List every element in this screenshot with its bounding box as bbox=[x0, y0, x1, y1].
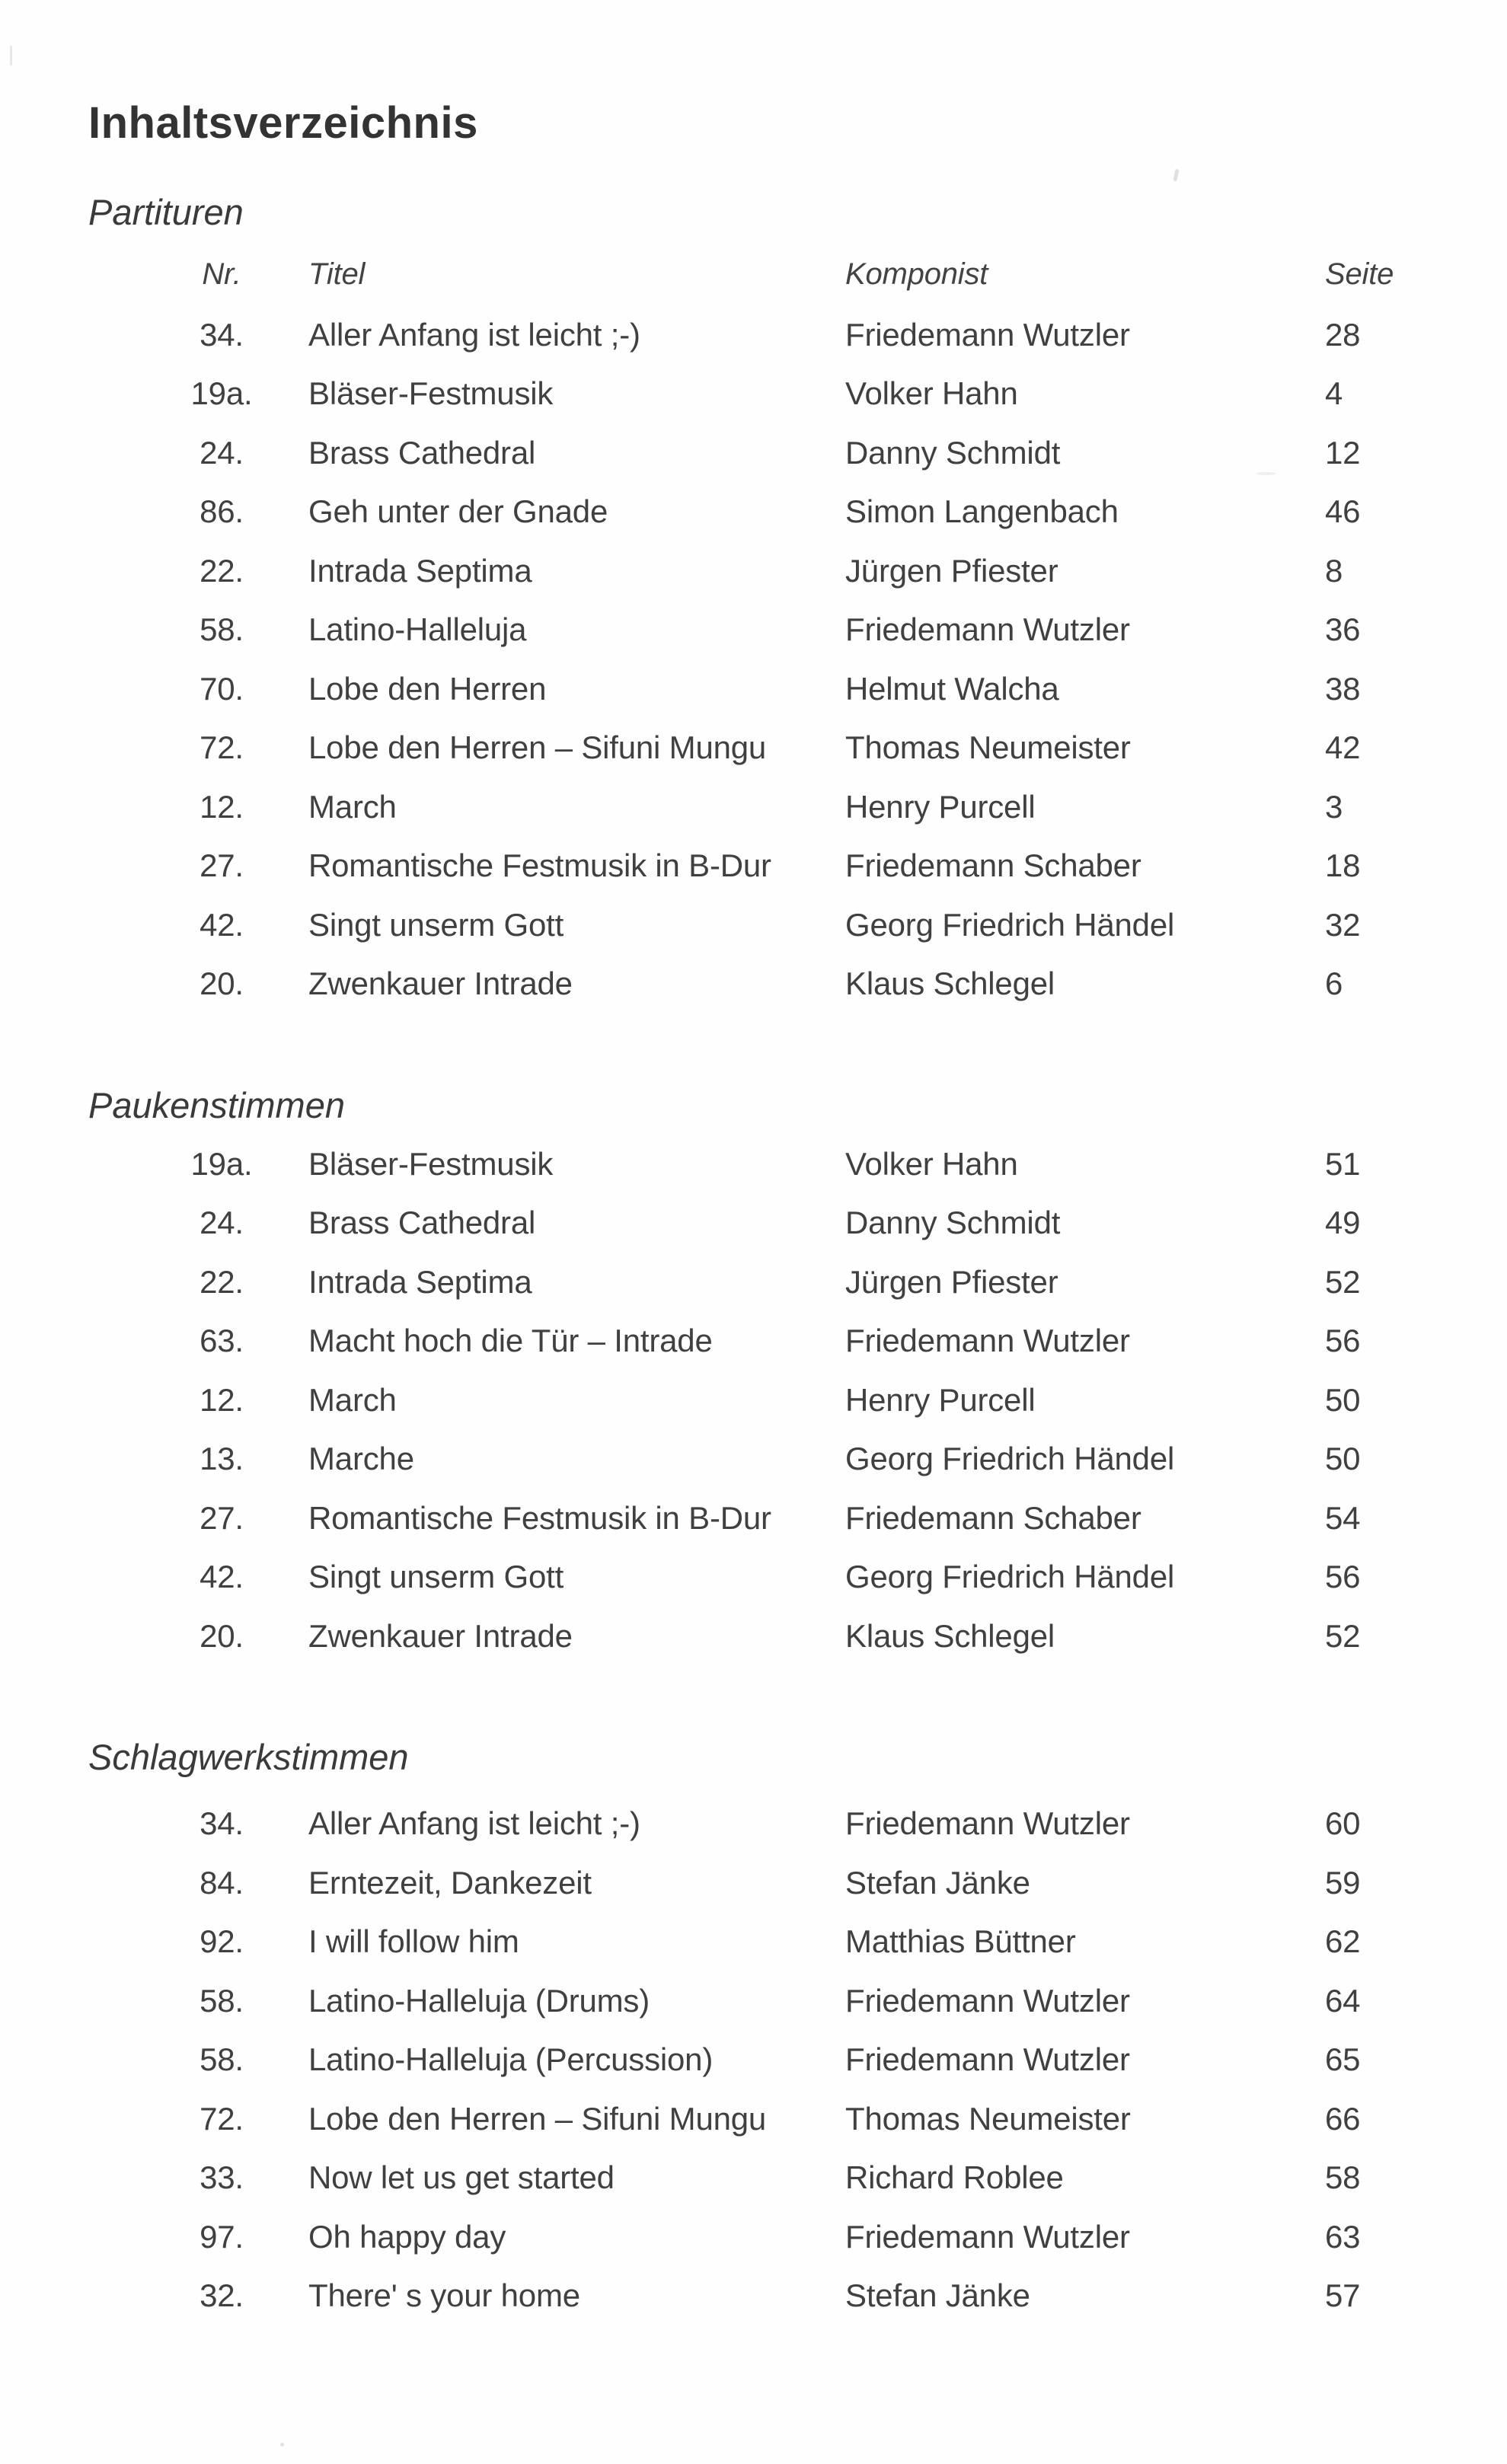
table-row bbox=[0, 2219, 1507, 2278]
row-seite: 50 bbox=[1325, 1441, 1361, 1476]
row-seite: 58 bbox=[1325, 2159, 1361, 2195]
row-komponist: Danny Schmidt bbox=[845, 434, 1061, 471]
table-row bbox=[0, 1865, 1507, 1924]
row-komponist: Stefan Jänke bbox=[845, 1864, 1030, 1901]
row-titel: Romantische Festmusik in B-Dur bbox=[308, 1499, 771, 1536]
row-komponist: Friedemann Wutzler bbox=[845, 1805, 1130, 1841]
row-seite: 4 bbox=[1325, 375, 1343, 411]
row-seite: 60 bbox=[1325, 1805, 1361, 1841]
row-nr: 42. bbox=[200, 906, 244, 943]
row-titel: Intrada Septima bbox=[308, 1263, 532, 1300]
row-nr: 32. bbox=[200, 2277, 244, 2313]
row-komponist: Friedemann Schaber bbox=[845, 847, 1141, 883]
row-seite: 28 bbox=[1325, 316, 1361, 353]
row-titel: Oh happy day bbox=[308, 2218, 506, 2255]
section-paukenstimmen bbox=[0, 1084, 1507, 1677]
table-row bbox=[0, 789, 1507, 848]
scan-artifact bbox=[280, 2443, 284, 2446]
row-seite: 57 bbox=[1325, 2277, 1361, 2313]
row-nr: 24. bbox=[200, 1205, 244, 1240]
row-titel: There' s your home bbox=[308, 2277, 580, 2313]
section-heading: Paukenstimmen bbox=[88, 1084, 345, 1125]
row-komponist: Jürgen Pfiester bbox=[845, 1263, 1058, 1300]
section-rows bbox=[0, 1146, 1507, 1677]
row-titel: Erntezeit, Dankezeit bbox=[308, 1864, 592, 1901]
row-nr: 92. bbox=[200, 1923, 244, 1959]
row-titel: Brass Cathedral bbox=[308, 434, 536, 471]
row-titel: Singt unserm Gott bbox=[308, 1559, 564, 1594]
table-row bbox=[0, 2277, 1507, 2337]
row-komponist: Friedemann Wutzler bbox=[845, 2218, 1130, 2255]
row-seite: 42 bbox=[1325, 729, 1361, 765]
row-titel: Singt unserm Gott bbox=[308, 906, 564, 943]
table-row bbox=[0, 729, 1507, 789]
row-seite: 6 bbox=[1325, 965, 1343, 1001]
row-nr: 72. bbox=[200, 729, 244, 765]
column-header-nr: Nr. bbox=[202, 257, 241, 291]
table-row bbox=[0, 375, 1507, 435]
row-nr: 58. bbox=[200, 2041, 244, 2077]
row-komponist: Georg Friedrich Händel bbox=[845, 1559, 1175, 1594]
page-title: Inhaltsverzeichnis bbox=[88, 98, 478, 148]
row-komponist: Thomas Neumeister bbox=[845, 2100, 1131, 2137]
column-header-row bbox=[0, 257, 1507, 317]
row-seite: 51 bbox=[1325, 1145, 1361, 1182]
row-titel: Zwenkauer Intrade bbox=[308, 1617, 573, 1654]
row-seite: 32 bbox=[1325, 906, 1361, 943]
row-titel: Latino-Halleluja (Percussion) bbox=[308, 2041, 714, 2077]
table-row bbox=[0, 1500, 1507, 1559]
table-row bbox=[0, 2101, 1507, 2160]
table-row bbox=[0, 1923, 1507, 1983]
table-row bbox=[0, 2041, 1507, 2101]
table-row bbox=[0, 907, 1507, 966]
row-seite: 12 bbox=[1325, 434, 1361, 471]
row-nr: 13. bbox=[200, 1441, 244, 1476]
row-nr: 63. bbox=[200, 1323, 244, 1358]
table-row bbox=[0, 553, 1507, 612]
row-seite: 62 bbox=[1325, 1923, 1361, 1959]
section-heading: Partituren bbox=[88, 192, 244, 232]
column-header-seite: Seite bbox=[1325, 257, 1394, 291]
row-nr: 58. bbox=[200, 1982, 244, 2019]
row-nr: 34. bbox=[200, 1805, 244, 1841]
row-nr: 12. bbox=[200, 788, 244, 825]
row-titel: March bbox=[308, 788, 397, 825]
row-nr: 97. bbox=[200, 2218, 244, 2255]
scan-artifact bbox=[10, 46, 12, 65]
row-komponist: Simon Langenbach bbox=[845, 493, 1119, 529]
row-titel: March bbox=[308, 1381, 397, 1418]
table-row bbox=[0, 1618, 1507, 1677]
row-nr: 34. bbox=[200, 316, 244, 353]
row-seite: 8 bbox=[1325, 552, 1343, 589]
row-titel: Lobe den Herren – Sifuni Mungu bbox=[308, 729, 767, 765]
row-komponist: Friedemann Wutzler bbox=[845, 1323, 1130, 1358]
row-titel: Intrada Septima bbox=[308, 552, 532, 589]
column-header-titel: Titel bbox=[308, 257, 366, 291]
row-nr: 86. bbox=[200, 493, 244, 529]
row-komponist: Helmut Walcha bbox=[845, 670, 1059, 707]
table-row bbox=[0, 1323, 1507, 1382]
table-row bbox=[0, 1205, 1507, 1264]
row-komponist: Richard Roblee bbox=[845, 2159, 1064, 2195]
table-row bbox=[0, 2159, 1507, 2219]
scan-artifact bbox=[1256, 472, 1276, 475]
row-titel: Macht hoch die Tür – Intrade bbox=[308, 1323, 713, 1358]
table-row bbox=[0, 965, 1507, 1025]
row-komponist: Georg Friedrich Händel bbox=[845, 906, 1175, 943]
row-nr: 22. bbox=[200, 1263, 244, 1300]
row-nr: 27. bbox=[200, 847, 244, 883]
row-seite: 46 bbox=[1325, 493, 1361, 529]
section-schlagwerkstimmen bbox=[0, 1739, 1507, 2337]
row-nr: 84. bbox=[200, 1864, 244, 1901]
row-komponist: Volker Hahn bbox=[845, 1145, 1018, 1182]
table-row bbox=[0, 1983, 1507, 2042]
row-nr: 27. bbox=[200, 1499, 244, 1536]
row-titel: Lobe den Herren bbox=[308, 670, 547, 707]
row-komponist: Friedemann Wutzler bbox=[845, 1982, 1130, 2019]
row-seite: 56 bbox=[1325, 1559, 1361, 1594]
row-seite: 66 bbox=[1325, 2100, 1361, 2137]
row-titel: Bläser-Festmusik bbox=[308, 375, 554, 411]
row-seite: 54 bbox=[1325, 1499, 1361, 1536]
row-nr: 19a. bbox=[190, 1145, 253, 1182]
section-rows bbox=[0, 257, 1507, 1025]
row-titel: Romantische Festmusik in B-Dur bbox=[308, 847, 771, 883]
row-titel: Lobe den Herren – Sifuni Mungu bbox=[308, 2100, 767, 2137]
row-nr: 20. bbox=[200, 965, 244, 1001]
row-titel: Bläser-Festmusik bbox=[308, 1145, 554, 1182]
row-komponist: Klaus Schlegel bbox=[845, 1617, 1055, 1654]
row-seite: 64 bbox=[1325, 1982, 1361, 2019]
table-row bbox=[0, 317, 1507, 376]
row-komponist: Friedemann Wutzler bbox=[845, 2041, 1130, 2077]
row-komponist: Klaus Schlegel bbox=[845, 965, 1055, 1001]
row-titel: Aller Anfang ist leicht ;-) bbox=[308, 316, 640, 353]
row-nr: 24. bbox=[200, 434, 244, 471]
row-titel: Now let us get started bbox=[308, 2159, 615, 2195]
row-komponist: Henry Purcell bbox=[845, 788, 1036, 825]
table-row bbox=[0, 847, 1507, 907]
row-seite: 59 bbox=[1325, 1864, 1361, 1901]
sections-container bbox=[0, 194, 1507, 2337]
row-komponist: Volker Hahn bbox=[845, 375, 1018, 411]
row-nr: 12. bbox=[200, 1381, 244, 1418]
row-komponist: Friedemann Wutzler bbox=[845, 316, 1130, 353]
row-nr: 42. bbox=[200, 1559, 244, 1594]
row-komponist: Matthias Büttner bbox=[845, 1923, 1076, 1959]
table-row bbox=[0, 1441, 1507, 1500]
column-header-komponist: Komponist bbox=[845, 257, 988, 291]
row-komponist: Georg Friedrich Händel bbox=[845, 1441, 1175, 1476]
section-rows bbox=[0, 1805, 1507, 2337]
row-seite: 56 bbox=[1325, 1323, 1361, 1358]
row-seite: 49 bbox=[1325, 1205, 1361, 1240]
row-titel: Marche bbox=[308, 1441, 414, 1476]
row-nr: 19a. bbox=[190, 375, 253, 411]
table-row bbox=[0, 1559, 1507, 1618]
row-seite: 52 bbox=[1325, 1617, 1361, 1654]
row-titel: Geh unter der Gnade bbox=[308, 493, 608, 529]
row-titel: I will follow him bbox=[308, 1923, 519, 1959]
table-row bbox=[0, 1382, 1507, 1441]
row-seite: 3 bbox=[1325, 788, 1343, 825]
scan-artifact bbox=[1173, 169, 1179, 182]
table-row bbox=[0, 1146, 1507, 1205]
row-nr: 20. bbox=[200, 1617, 244, 1654]
table-row bbox=[0, 493, 1507, 553]
row-titel: Zwenkauer Intrade bbox=[308, 965, 573, 1001]
row-komponist: Danny Schmidt bbox=[845, 1205, 1061, 1240]
row-seite: 65 bbox=[1325, 2041, 1361, 2077]
row-komponist: Jürgen Pfiester bbox=[845, 552, 1058, 589]
row-nr: 33. bbox=[200, 2159, 244, 2195]
row-seite: 38 bbox=[1325, 670, 1361, 707]
row-komponist: Friedemann Schaber bbox=[845, 1499, 1141, 1536]
row-seite: 63 bbox=[1325, 2218, 1361, 2255]
section-heading: Schlagwerkstimmen bbox=[88, 1737, 409, 1777]
row-seite: 52 bbox=[1325, 1263, 1361, 1300]
row-titel: Brass Cathedral bbox=[308, 1205, 536, 1240]
table-row bbox=[0, 611, 1507, 671]
row-titel: Latino-Halleluja (Drums) bbox=[308, 1982, 650, 2019]
row-nr: 58. bbox=[200, 611, 244, 647]
row-nr: 22. bbox=[200, 552, 244, 589]
row-komponist: Henry Purcell bbox=[845, 1381, 1036, 1418]
row-nr: 72. bbox=[200, 2100, 244, 2137]
row-komponist: Stefan Jänke bbox=[845, 2277, 1030, 2313]
row-komponist: Friedemann Wutzler bbox=[845, 611, 1130, 647]
section-partituren bbox=[0, 194, 1507, 1025]
row-nr: 70. bbox=[200, 670, 244, 707]
row-komponist: Thomas Neumeister bbox=[845, 729, 1131, 765]
row-seite: 36 bbox=[1325, 611, 1361, 647]
row-seite: 18 bbox=[1325, 847, 1361, 883]
row-titel: Aller Anfang ist leicht ;-) bbox=[308, 1805, 640, 1841]
table-row bbox=[0, 1264, 1507, 1323]
table-row bbox=[0, 1805, 1507, 1865]
row-titel: Latino-Halleluja bbox=[308, 611, 527, 647]
row-seite: 50 bbox=[1325, 1381, 1361, 1418]
table-row bbox=[0, 435, 1507, 494]
table-row bbox=[0, 671, 1507, 730]
